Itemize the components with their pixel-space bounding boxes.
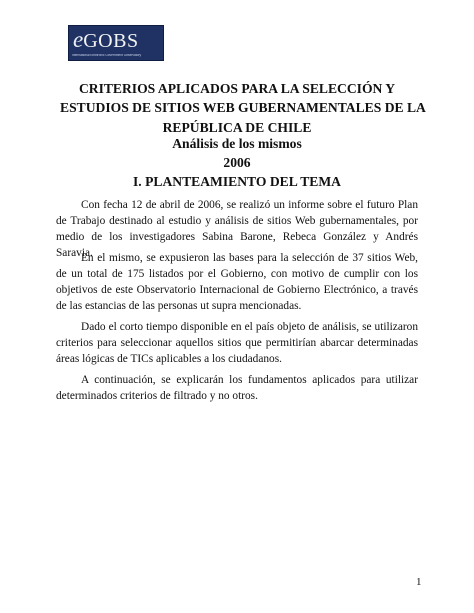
document-year: 2006	[223, 155, 251, 170]
paragraph-4: A continuación, se explicarán los fundamentos aplicados para utilizar determinados criterios de filtrado y no otros.	[56, 374, 418, 402]
section-heading: I. PLANTEAMIENTO DEL TEMA	[133, 174, 341, 189]
paragraph-2: En el mismo, se expusieron las bases para la selección de 37 sitios Web, de un total de 175 listados por el Gobierno, con motivo de cumplir con los objetivos de este Observatorio Internacional de Gobierno Electrónico, a través de las estancias de las personas ut supra mencionadas.	[56, 252, 418, 312]
document-title	[60, 79, 426, 137]
logo-e-letter: e	[73, 27, 84, 52]
document-subtitle: Análisis de los mismos	[172, 136, 302, 151]
egobs-logo	[68, 25, 164, 61]
logo-wordmark	[73, 28, 139, 51]
logo-name: GOBS	[83, 30, 139, 52]
logo-tagline: International Electronic Government Observatory	[72, 53, 142, 57]
title-line-3: REPÚBLICA DE CHILE	[162, 119, 312, 135]
paragraph-1: Con fecha 12 de abril de 2006, se realizó un informe sobre el futuro Plan de Trabajo destinado al estudio y análisis de sitios Web gubernamentales, por medio de los investigadores Sabina Barone, Rebeca González y Andrés Saravia.	[56, 199, 418, 259]
paragraph-3: Dado el corto tiempo disponible en el país objeto de análisis, se utilizaron criterios para seleccionar aquellos sitios que permitirían abarcar determinadas áreas lógicas de TICs aplicables a los ciudadanos.	[56, 321, 418, 365]
page-number: 1	[416, 576, 422, 588]
title-line-1: CRITERIOS APLICADOS PARA LA SELECCIÓN Y	[78, 81, 396, 96]
title-line-2: ESTUDIOS DE SITIOS WEB GUBERNAMENTALES DE LA	[60, 100, 426, 116]
